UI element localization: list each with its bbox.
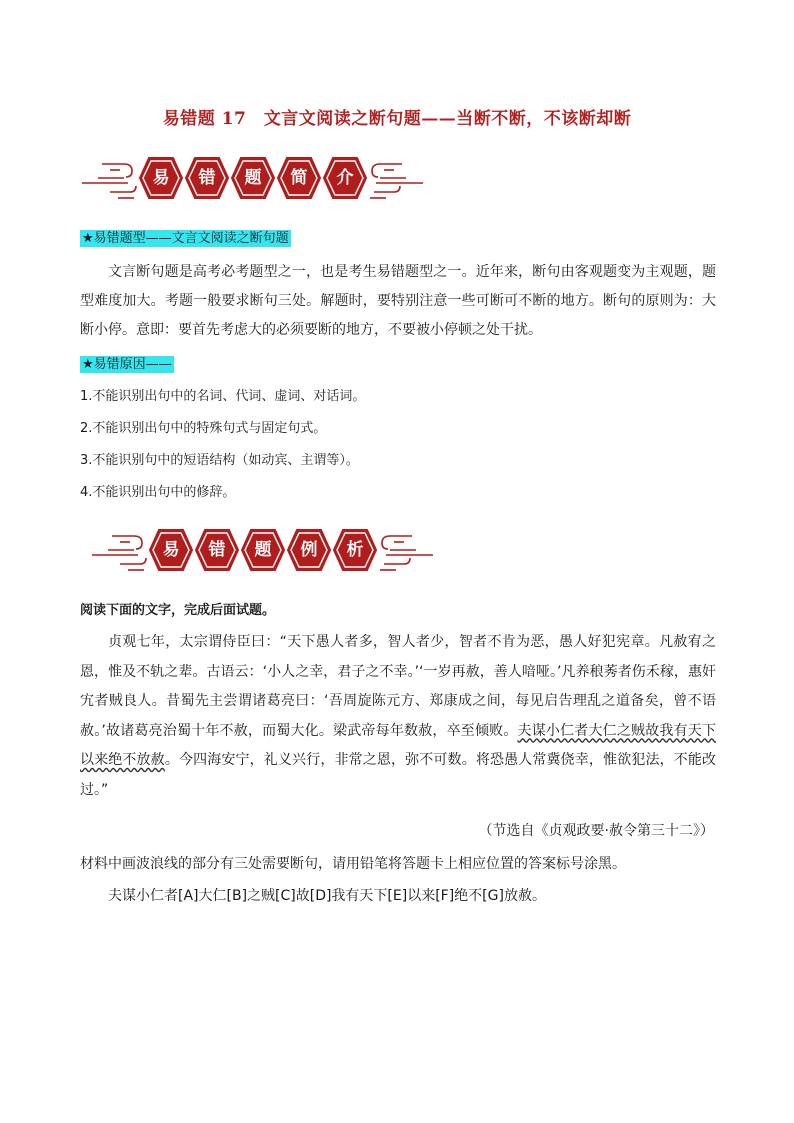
banner-char: 易: [152, 168, 170, 188]
passage-text: 贞观七年，太宗谓侍臣曰：“天下愚人者多，智人者少，智者不肯为恶，愚人好犯宪章。凡赦宥之恩，惟及不轨之辈。古语云：‘小人之幸，君子之不幸。’‘一岁再赦，善人喑哑。’凡养稂莠者伤禾稼，惠奸宄者贼良人。昔蜀先主尝谓诸葛亮曰：‘吾周旋陈元方、郑康成之间，每见启告理乱之道备矣，曾不语赦。’故诸葛亮治蜀十年不赦，而蜀大化。梁武帝每年数赦，卒至倾败。: [80, 634, 716, 739]
type-heading: [80, 230, 291, 248]
answer-options: 夫谋小仁者[A]大仁[B]之贼[C]故[D]我有天下[E]以来[F]绝不[G]放赦。: [108, 888, 546, 904]
question-text: 材料中画波浪线的部分有三处需要断句，请用铅笔将答题卡上相应位置的答案标号涂黑。: [80, 856, 626, 872]
passage: [80, 628, 716, 805]
reason-heading: [80, 356, 174, 374]
banner-char: 析: [346, 540, 364, 560]
banner-char: 简: [290, 168, 308, 188]
page-title: 易错题 17 文言文阅读之断句题——当断不断，不该断却断: [162, 109, 632, 129]
banner-char: 例: [300, 540, 318, 560]
banner-char: 题: [254, 540, 272, 560]
banner-char: 错: [208, 540, 226, 560]
reason-item: 2.不能识别出句中的特殊句式与固定句式。: [80, 421, 327, 436]
reason-item: 4.不能识别出句中的修辞。: [80, 485, 236, 500]
passage-text-end: 。今四海安宁，礼义兴行，非常之恩，弥不可数。将恐愚人常冀侥幸，惟欲犯法，不能改过。”: [80, 752, 717, 798]
type-heading-text: ★易错题型——文言文阅读之断句题: [82, 231, 289, 246]
source-citation: （节选自《贞观政要·赦令第三十二》）: [478, 823, 714, 839]
passage-wavy-segment: 夫谋小仁者大仁之贼故我有天下以来绝不放赦: [80, 722, 716, 768]
banner-char: 题: [244, 168, 262, 188]
banner-char: 介: [336, 168, 354, 188]
reading-prompt: 阅读下面的文字，完成后面试题。: [80, 603, 276, 618]
intro-paragraph: 文言断句题是高考必考题型之一，也是考生易错题型之一。近年来，断句由客观题变为主观题，题型难度加大。考题一般要求断句三处。解题时，要特别注意一些可断可不断的地方。断句的原则为：大断小停。意即：要首先考虑大的必须要断的地方，不要被小停顿之处干扰。: [80, 264, 716, 338]
banner-char: 错: [198, 168, 216, 188]
reason-heading-text: ★易错原因——: [82, 357, 172, 372]
section-banner-example: [90, 522, 435, 578]
banner-char: 易: [162, 540, 180, 560]
reason-item: 3.不能识别句中的短语结构（如动宾、主谓等）。: [80, 453, 359, 468]
section-banner-intro: [80, 150, 425, 206]
reason-item: 1.不能识别出句中的名词、代词、虚词、对话词。: [80, 389, 366, 404]
